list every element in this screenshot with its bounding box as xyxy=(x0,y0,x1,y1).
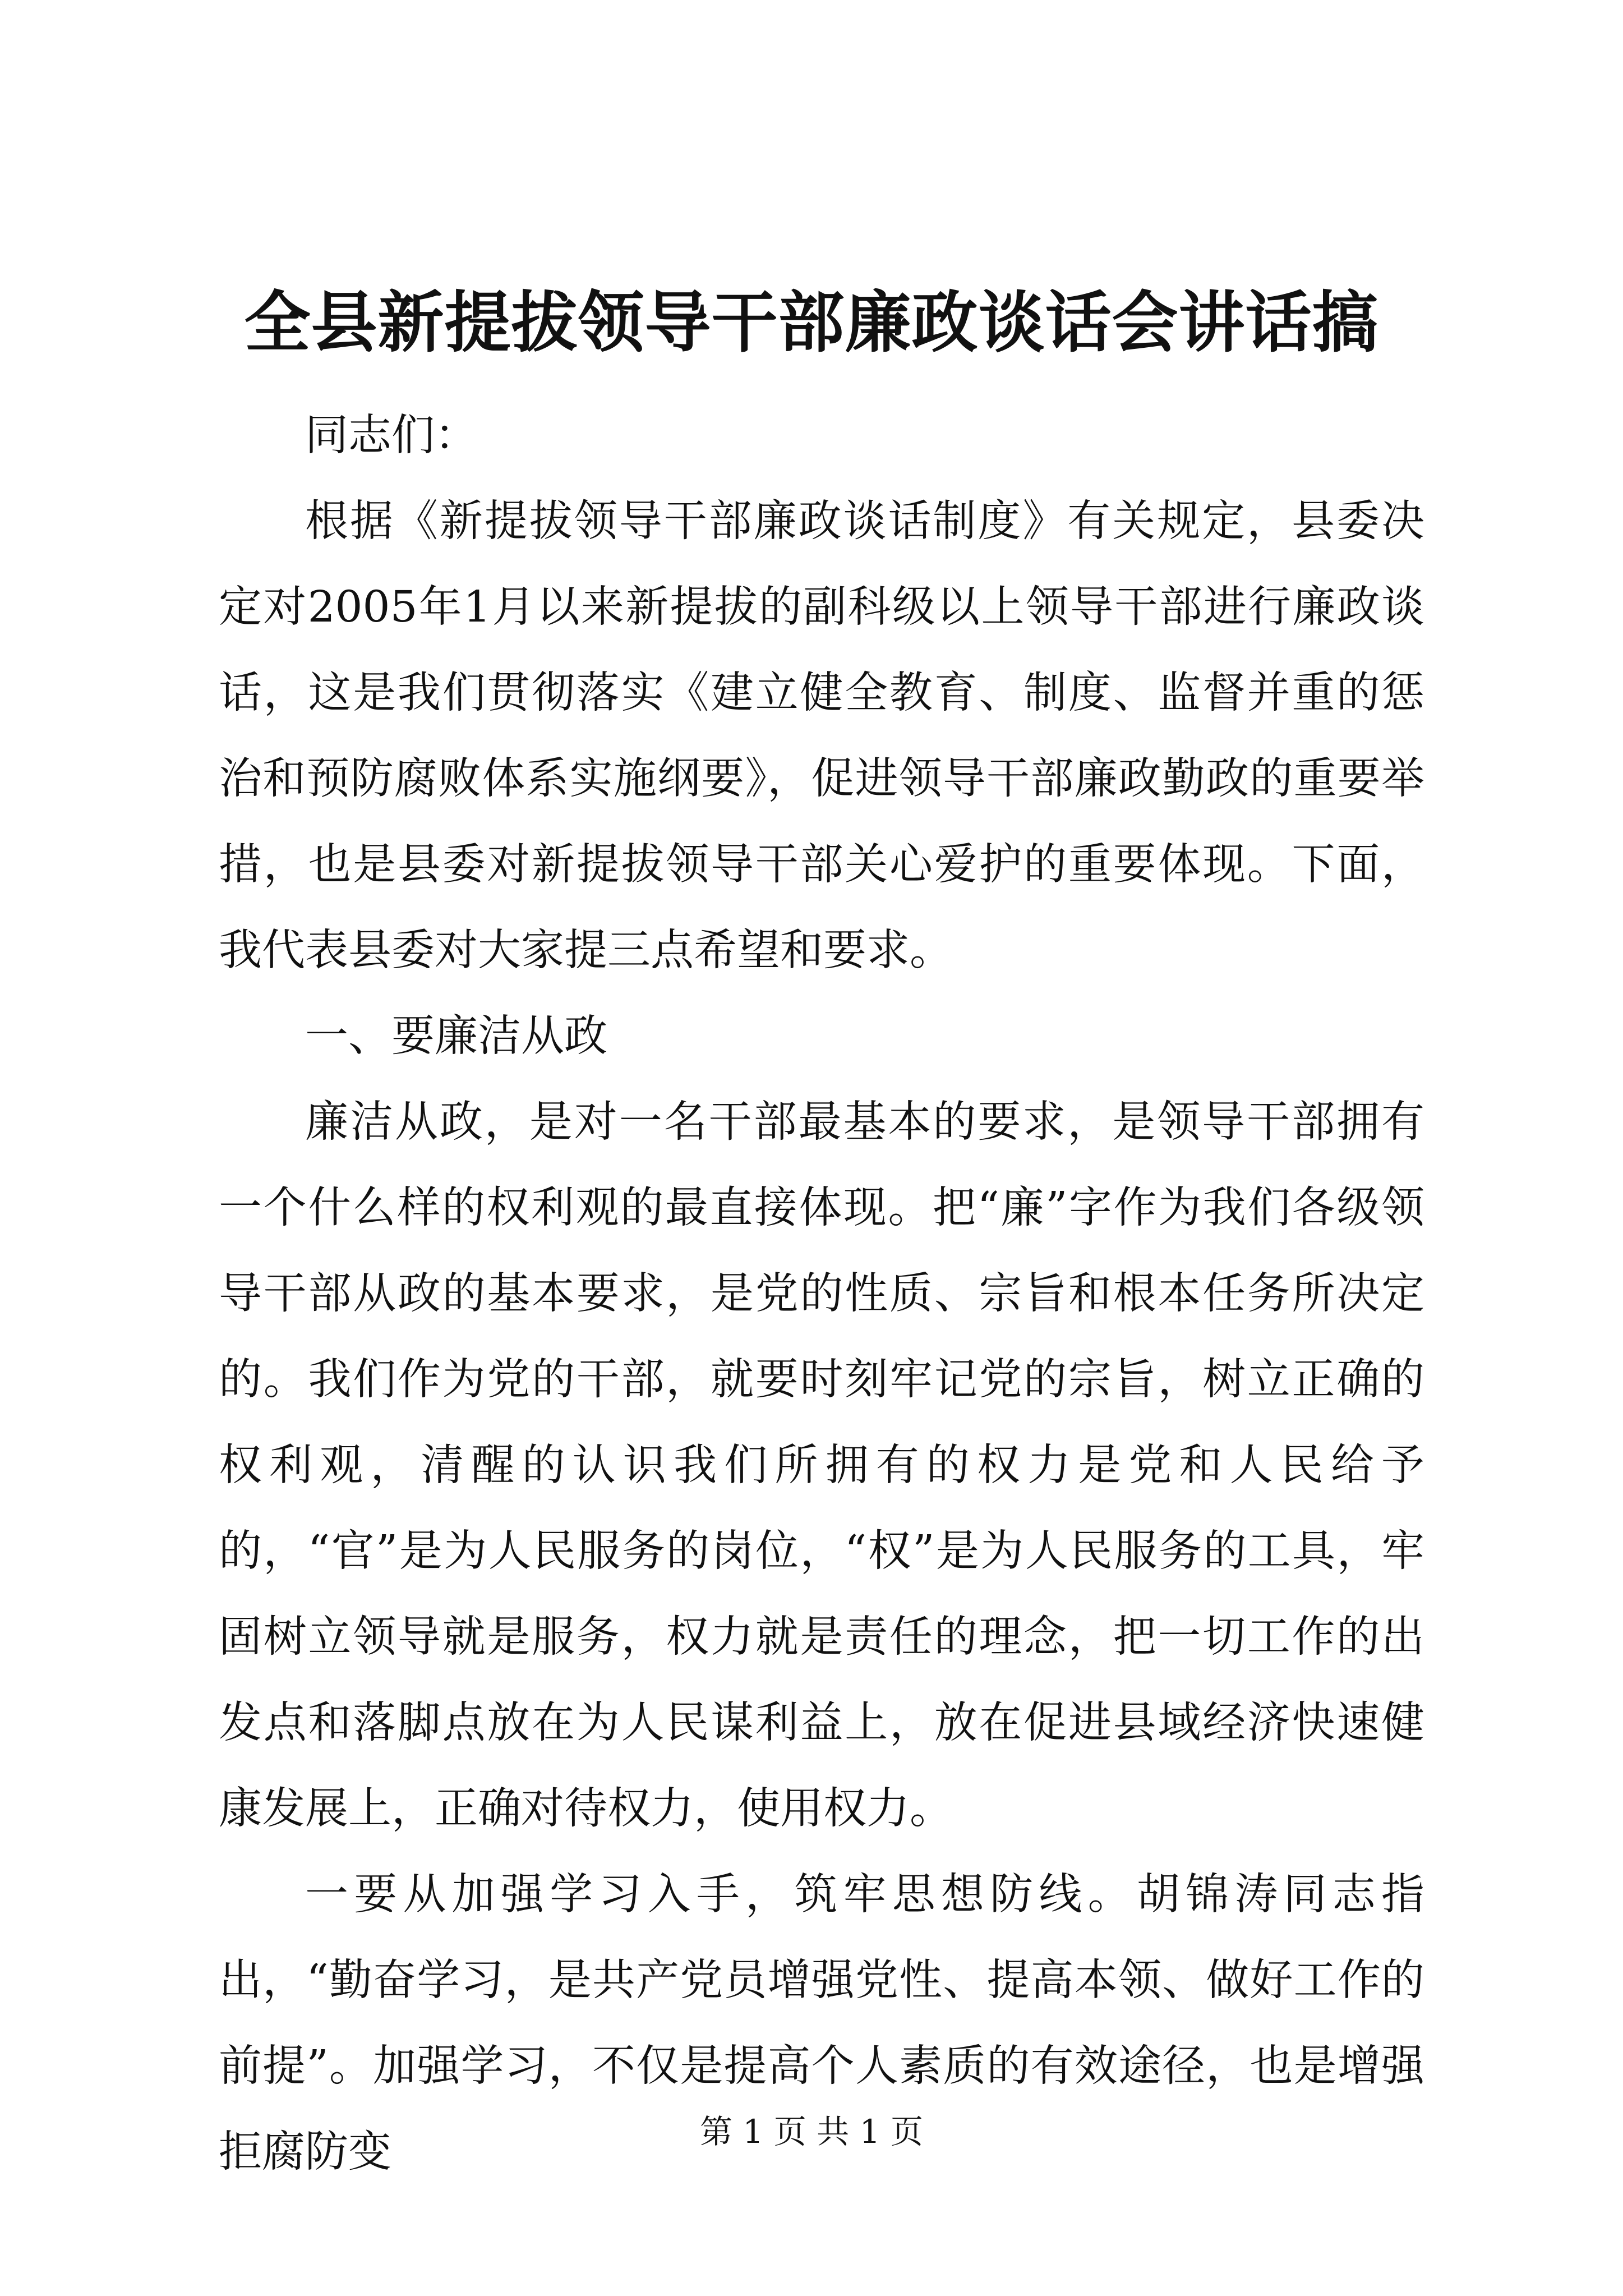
paragraph-1: 根据《新提拔领导干部廉政谈话制度》有关规定，县委决定对2005年1月以来新提拔的副科级以上领导干部进行廉政谈话，这是我们贯彻落实《建立健全教育、制度、监督并重的惩治和预防腐败体系实施纲要》，促进领导干部廉政勤政的重要举措，也是县委对新提拔领导干部关心爱护的重要体现。下面，我代表县委对大家提三点希望和要求。 xyxy=(219,496,1424,976)
salutation: 同志们： xyxy=(305,411,478,461)
page-footer xyxy=(0,2109,1623,2154)
section-heading-1: 一、要廉洁从政 xyxy=(305,1011,607,1061)
document-body xyxy=(219,393,1424,2195)
paragraph-2: 廉洁从政，是对一名干部最基本的要求，是领导干部拥有一个什么样的权利观的最直接体现。把“廉”字作为我们各级领导干部从政的基本要求，是党的性质、宗旨和根本任务所决定的。我们作为党的干部，就要时刻牢记党的宗旨，树立正确的权利观，清醒的认识我们所拥有的权力是党和人民给予的，“官”是为人民服务的岗位，“权”是为人民服务的工具，牢固树立领导就是服务，权力就是责任的理念，把一切工作的出发点和落脚点放在为人民谋利益上，放在促进县域经济快速健康发展上，正确对待权力，使用权力。 xyxy=(219,1097,1424,1834)
page-title: 全县新提拔领导干部廉政谈话会讲话搞 xyxy=(244,283,1379,361)
page-number-label: 第 1 页 共 1 页 xyxy=(700,2113,923,2151)
paragraph-3: 一要从加强学习入手，筑牢思想防线。胡锦涛同志指出，“勤奋学习，是共产党员增强党性、提高本领、做好工作的前提”。加强学习，不仅是提高个人素质的有效途径，也是增强拒腐防变 xyxy=(219,1870,1424,2177)
